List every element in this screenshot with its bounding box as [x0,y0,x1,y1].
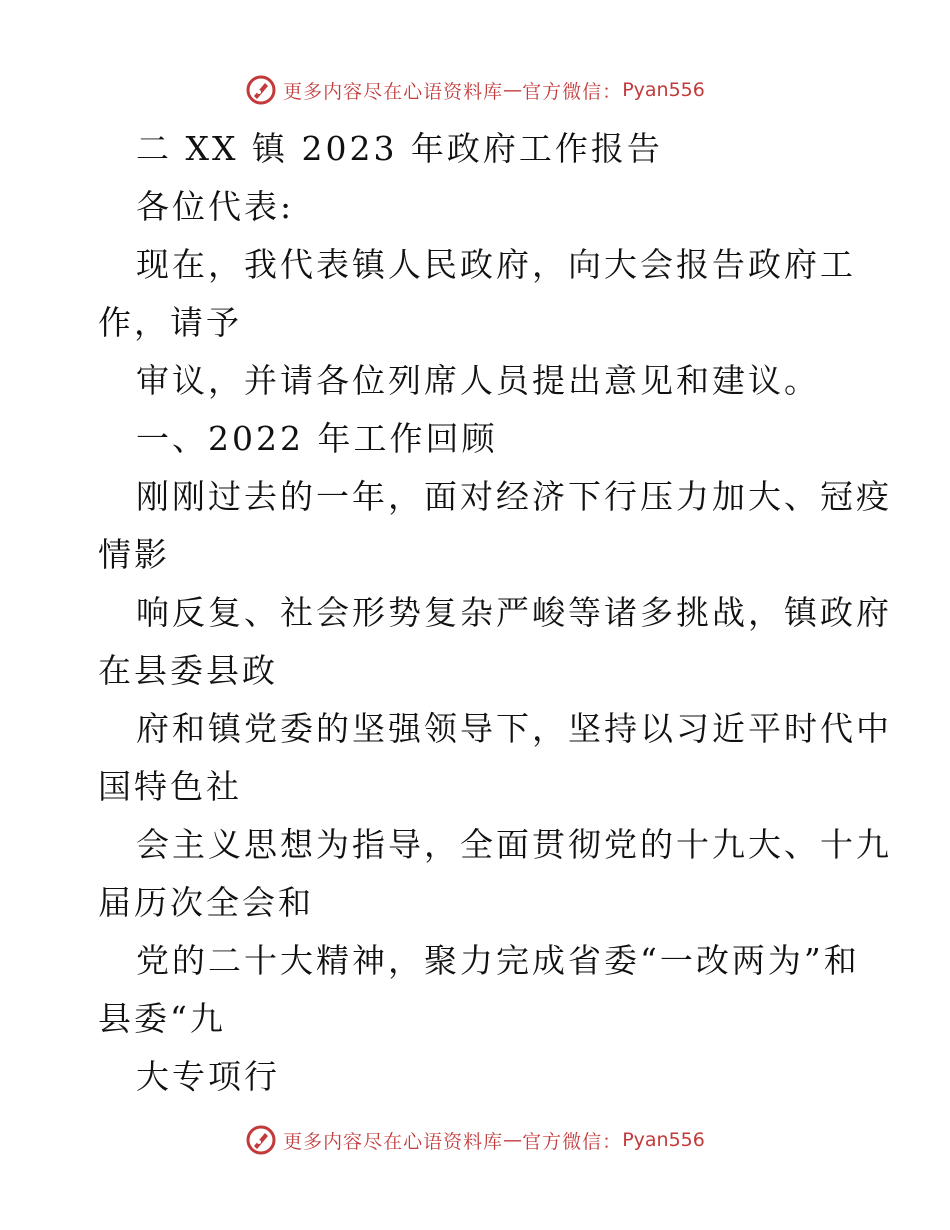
footer-watermark [0,1120,950,1160]
text-line: 大专项行 [136,1057,280,1096]
text-line: 届历次全会和 [98,883,314,922]
document-body [98,120,892,1106]
section-heading: 一、2022 年工作回顾 [136,419,498,458]
text-line: 会主义思想为指导，全面贯彻党的十九大、十九 [136,825,892,864]
text-line: 党的二十大精神，聚力完成省委“一改两为”和 [136,941,860,980]
watermark-wechat-id: Pyan556 [622,1129,705,1151]
watermark-official-text: 官方微信： [522,1130,623,1153]
pen-circle-icon [245,74,277,106]
watermark-official-text: 官方微信： [522,80,623,103]
watermark-dash: — [503,79,523,101]
text-line: 情影 [98,535,170,574]
header-watermark [0,70,950,110]
watermark-main-text: 更多内容尽在心语资料库 [283,1130,504,1153]
watermark-wechat-id: Pyan556 [622,79,705,101]
text-line: 现在，我代表镇人民政府，向大会报告政府工 [136,245,856,284]
text-line: 国特色社 [98,767,242,806]
text-line: 响反复、社会形势复杂严峻等诸多挑战，镇政府 [136,593,892,632]
watermark-dash: — [503,1129,523,1151]
text-line: 作，请予 [98,303,242,342]
text-line: 县委“九 [98,999,226,1038]
pen-circle-icon [245,1124,277,1156]
text-line: 审议，并请各位列席人员提出意见和建议。 [136,361,820,400]
text-line: 刚刚过去的一年，面对经济下行压力加大、冠疫 [136,477,892,516]
salutation: 各位代表: [136,187,295,226]
text-line: 府和镇党委的坚强领导下，坚持以习近平时代中 [136,709,892,748]
document-title: 二 XX 镇 2023 年政府工作报告 [136,129,663,168]
watermark-main-text: 更多内容尽在心语资料库 [283,80,504,103]
text-line: 在县委县政 [98,651,278,690]
